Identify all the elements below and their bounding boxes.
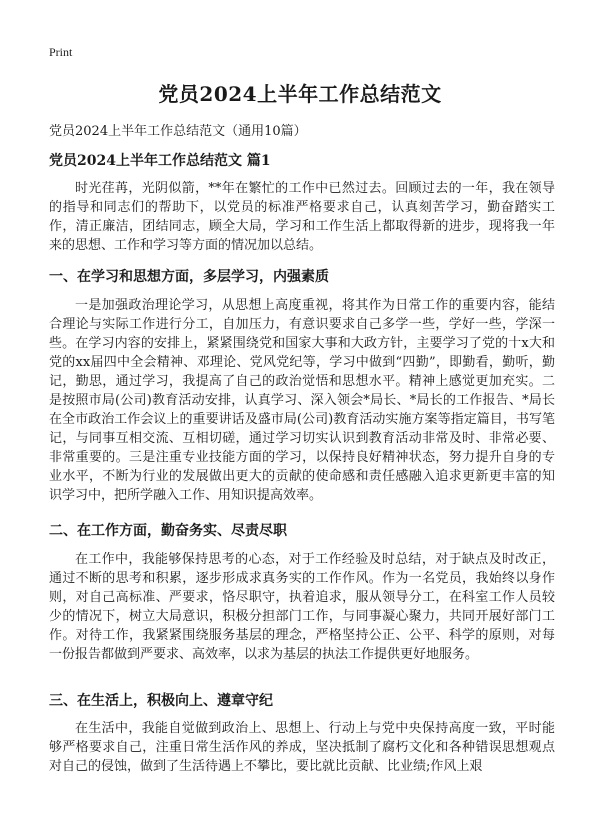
section2-heading: 二、在工作方面，勤奋务实、尽责尽职 bbox=[49, 523, 287, 539]
page-title: 党员2024上半年工作总结范文 bbox=[158, 82, 442, 106]
section1-heading: 一、在学习和思想方面，多层学习，内强素质 bbox=[49, 269, 329, 285]
section3-paragraph: 在生活中，我能自觉做到政治上、思想上、行动上与党中央保持高度一致，平时能够严格要求自己，注重日常生活作风的养成，坚决抵制了腐朽文化和各种错误思想观点对自己的侵蚀，做到了生活待遇上不攀比，要比就比贡献、比业绩;作风上艰 bbox=[49, 721, 555, 774]
section3-heading: 三、在生活上，积极向上、遵章守纪 bbox=[49, 693, 273, 709]
section2-paragraph: 在工作中，我能够保持思考的心态，对于工作经验及时总结，对于缺点及时改正，通过不断的思考和积累，逐步形成求真务实的工作作风。作为一名党员，我始终以身作则，对自己高标准、严要求，恪尽职守，执着追求，服从领导分工，在科室工作人员较少的情况下，树立大局意识，积极分担部门工作，与同事凝心聚力，共同开展好部门工作。对待工作，我紧紧围绕服务基层的理念，严格坚持公正、公平、科学的原则，对每一份报告都做到严要求、高效率，以求为基层的执法工作提供更好地服务。 bbox=[49, 552, 555, 662]
intro-paragraph: 时光荏苒，光阴似箭，**年在繁忙的工作中已然过去。回顾过去的一年，我在领导的指导和同志们的帮助下，以党员的标准严格要求自己，认真刻苦学习，勤奋踏实工作，清正廉洁，团结同志，顾全大局，学习和工作生活上都取得新的进步，现将我一年来的思想、工作和学习等方面的情况加以总结。 bbox=[49, 181, 555, 253]
print-link[interactable]: Print bbox=[49, 45, 73, 59]
section1-paragraph: 一是加强政治理论学习，从思想上高度重视，将其作为日常工作的重要内容，能结合理论与实际工作进行分工，自加压力，有意识要求自己多学一些，学好一些，学深一些。在学习内容的安排上，紧紧围绕党和国家大事和大政方针，主要学习了党的十x大和党的xx届四中全会精神、邓理论、党风党纪等，学习中做到“四勤”，即勤看，勤听，勤记，勤思，通过学习，我提高了自己的政治觉悟和思想水平。精神上感觉更加充实。二是按照市局(公司)教育活动安排，认真学习、深入领会*局长、*局长的工作报告、*局长在全市政治工作会议上的重要讲话及盛市局(公司)教育活动实施方案等指定篇目，书写笔记，与同事互相交流、互相切磋，通过学习切实认识到教育活动非常及时、非常必要、非常重要的。三是注重专业技能方面的学习，以保持良好精神状态，努力提升自身的专业水平，不断为行业的发展做出更大的贡献的使命感和责任感融入追求更新更丰富的知识学习中，把所学融入工作、用知识提高效率。 bbox=[49, 298, 555, 503]
article-heading: 党员2024上半年工作总结范文 篇1 bbox=[49, 153, 271, 169]
document-subtitle: 党员2024上半年工作总结范文（通用10篇） bbox=[49, 124, 307, 139]
